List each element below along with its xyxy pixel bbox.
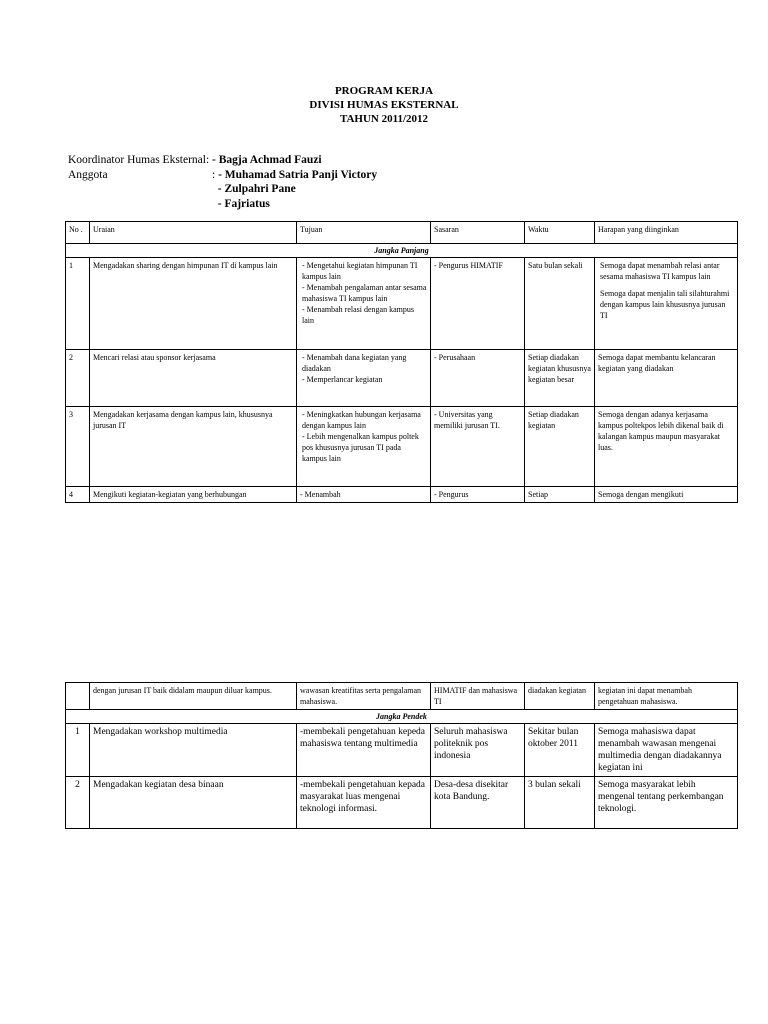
row-uraian: Mengadakan sharing dengan himpunan IT di kampus lain	[90, 258, 297, 350]
header-no: No .	[66, 222, 90, 244]
title-line-2: DIVISI HUMAS EKSTERNAL	[309, 99, 459, 111]
row-number: 4	[66, 487, 90, 503]
table-row	[66, 258, 738, 350]
table-row	[66, 407, 738, 487]
members-row	[68, 168, 377, 183]
row-uraian: Mengadakan kegiatan desa binaan	[90, 777, 297, 829]
harapan-item: Semoga dapat menambah relasi antar sesama mahasiswa TI kampus lain	[600, 261, 720, 281]
row-harapan: Semoga mahasiswa dapat menambah wawasan mengenai multimedia dengan diadakannya kegiatan ini	[595, 724, 738, 777]
coordinator-row	[68, 153, 377, 168]
row-waktu: Satu bulan sekali	[525, 258, 595, 350]
coordinator-label: Koordinator Humas Eksternal:	[68, 154, 210, 166]
row-harapan: Semoga masyarakat lebih mengenal tentang perkembangan teknologi.	[595, 777, 738, 829]
row-uraian: Mengadakan workshop multimedia	[90, 724, 297, 777]
row-harapan	[595, 258, 738, 350]
section-row	[66, 244, 738, 258]
row-sasaran: Desa-desa disekitar kota Bandung.	[431, 777, 525, 829]
tujuan-item: - Mengetahui kegiatan himpunan TI kampus lain	[302, 261, 418, 281]
row-sasaran: Seluruh mahasiswa politeknik pos indonesia	[431, 724, 525, 777]
row-sasaran: - Pengurus	[431, 487, 525, 503]
row-waktu: Setiap diadakan kegiatan	[525, 407, 595, 487]
row-harapan: Semoga dengan adanya kerjasama kampus poltekpos lebih dikenal baik di kalangan kampus maupun masyarakat luas.	[595, 407, 738, 487]
section-row	[66, 710, 738, 724]
tujuan-item: - Lebih mengenalkan kampus poltek pos khususnya jurusan TI pada kampus lain	[302, 432, 419, 463]
table-row	[66, 777, 738, 829]
members-label: Anggota	[68, 168, 108, 181]
header-sasaran: Sasaran	[431, 222, 525, 244]
section-jangka-pendek: Jangka Pendek	[66, 710, 738, 724]
title-line-3: TAHUN 2011/2012	[339, 113, 429, 125]
row-number: 2	[66, 350, 90, 407]
row-tujuan: -membekali pengetahuan kepada masyarakat luas mengenai teknologi informasi.	[297, 777, 431, 829]
row-sasaran: HIMATIF dan mahasiswa TI	[431, 683, 525, 710]
tujuan-item: - Menambah pengalaman antar sesama mahasiswa TI kampus lain	[302, 283, 427, 303]
row-tujuan	[297, 350, 431, 407]
header-uraian: Uraian	[90, 222, 297, 244]
tujuan-item: - Memperlancar kegiatan	[302, 375, 383, 384]
row-uraian: Mengikuti kegiatan-kegiatan yang berhubungan	[90, 487, 297, 503]
section-jangka-panjang: Jangka Panjang	[66, 244, 738, 258]
title-line-1: PROGRAM KERJA	[334, 85, 434, 97]
member-row	[68, 197, 377, 212]
header-waktu: Waktu	[525, 222, 595, 244]
tujuan-item: - Meningkatkan hubungan kerjasama dengan kampus lain	[302, 410, 421, 430]
row-tujuan	[297, 258, 431, 350]
table-header-row	[66, 222, 738, 244]
table-row	[66, 350, 738, 407]
row-tujuan: - Menambah	[297, 487, 431, 503]
header-tujuan: Tujuan	[297, 222, 431, 244]
row-harapan: kegiatan ini dapat menambah pengetahuan mahasiswa.	[595, 683, 738, 710]
row-sasaran: - Perusahaan	[431, 350, 525, 407]
row-waktu: Sekitar bulan oktober 2011	[525, 724, 595, 777]
row-waktu: 3 bulan sekali	[525, 777, 595, 829]
tujuan-item: - Menambah relasi dengan kampus lain	[302, 305, 414, 325]
table-row-continued	[66, 683, 738, 710]
table-row	[66, 487, 738, 503]
members-separator: :	[212, 168, 219, 181]
row-harapan: Semoga dapat membantu kelancaran kegiatan yang diadakan	[595, 350, 738, 407]
member-name: - Zulpahri Pane	[217, 183, 296, 195]
member-row	[68, 182, 377, 197]
program-table-long	[65, 221, 738, 503]
row-uraian: Mengadakan kerjasama dengan kampus lain, khususnya jurusan IT	[90, 407, 297, 487]
row-number: 1	[66, 724, 90, 777]
table-row	[66, 724, 738, 777]
harapan-item: Semoga dapat menjalin tali silahturahmi dengan kampus lain khususnya jurusan TI	[600, 289, 730, 320]
row-number: 2	[66, 777, 90, 829]
team-block	[68, 153, 377, 211]
row-tujuan: -membekali pengetahuan kepeda mahasiswa tentang multimedia	[297, 724, 431, 777]
document-title	[0, 84, 768, 126]
row-waktu: Setiap	[525, 487, 595, 503]
row-harapan: Semoga dengan mengikuti	[595, 487, 738, 503]
row-number: 1	[66, 258, 90, 350]
row-waktu: diadakan kegiatan	[525, 683, 595, 710]
tujuan-item: - Menambah dana kegiatan yang diadakan	[302, 353, 407, 373]
row-sasaran: - Pengurus HIMATIF	[431, 258, 525, 350]
program-table-short	[65, 682, 738, 829]
coordinator-name: - Bagja Achmad Fauzi	[212, 154, 322, 166]
member-name: - Muhamad Satria Panji Victory	[218, 168, 378, 181]
header-harapan: Harapan yang diinginkan	[595, 222, 738, 244]
row-waktu: Setiap diadakan kegiatan khususnya kegiatan besar	[525, 350, 595, 407]
row-number: 3	[66, 407, 90, 487]
row-tujuan: wawasan kreatifitas serta pengalaman mahasiswa.	[297, 683, 431, 710]
row-sasaran: - Universitas yang memiliki jurusan TI.	[431, 407, 525, 487]
row-tujuan	[297, 407, 431, 487]
member-name: - Fajriatus	[217, 197, 270, 210]
row-uraian: dengan jurusan IT baik didalam maupun diluar kampus.	[90, 683, 297, 710]
row-uraian: Mencari relasi atau sponsor kerjasama	[90, 350, 297, 407]
